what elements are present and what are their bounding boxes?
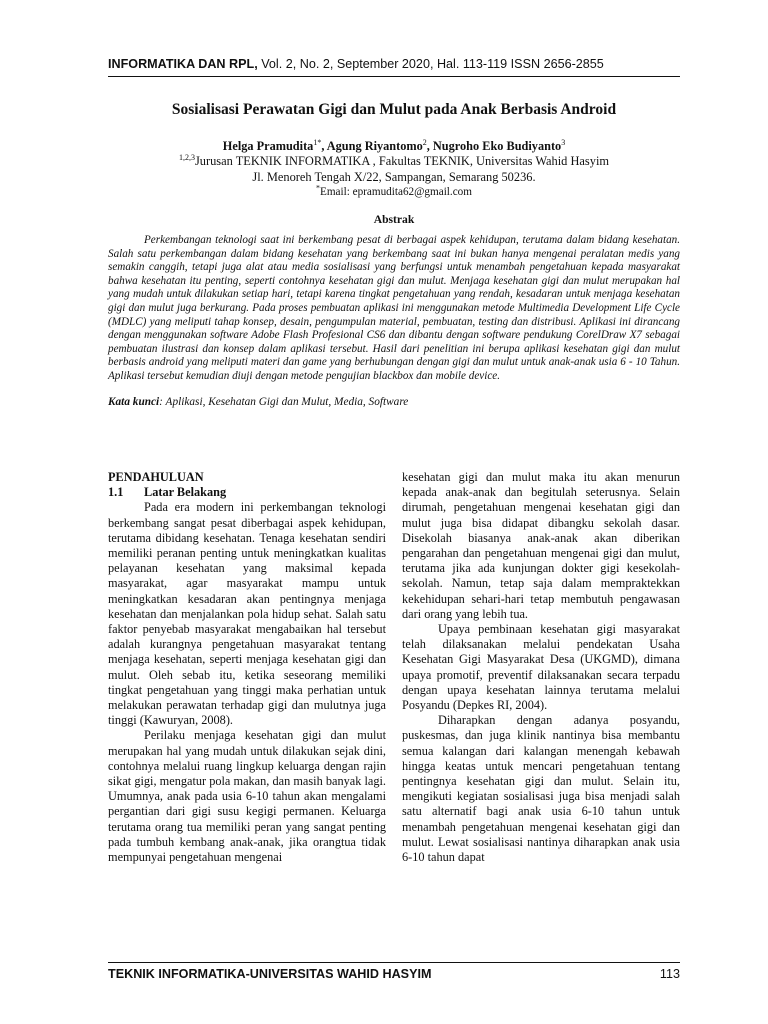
email-text: Email: epramudita62@gmail.com: [320, 186, 472, 198]
keywords-label: Kata kunci: [108, 395, 160, 408]
paragraph: Upaya pembinaan kesehatan gigi masyarakat telah dilaksanakan melalui pendekatan Usaha Kesehatan Gigi Masyarakat Desa (UKGMD), dimana upaya promotif, preventif dilaksanakan secara terpadu dengan upaya kesehatan lainnya terutama melalui Posyandu (Depkes RI, 2004).: [402, 622, 680, 713]
abstract-heading: Abstrak: [373, 213, 415, 226]
keywords-text: : Aplikasi, Kesehatan Gigi dan Mulut, Media, Software: [159, 395, 409, 408]
section-heading: PENDAHULUAN: [108, 470, 204, 484]
paragraph: Diharapkan dengan adanya posyandu, puskesmas, dan juga klinik nantinya bisa membantu semua kalangan dari kalangan menengah kebawah hingga keatas untuk mencari pengetahuan tentang pentingnya kesehatan gigi dan mulut. Selain itu, mengikuti kegiatan sosialisasi juga bisa menjadi salah satu alternatif bagi anak usia 6-10 tahun untuk menambah pengetahuan mengenai kesehatan gigi dan mulut. Lewat sosialisasi nantinya diharapkan anak usia 6-10 tahun dapat: [402, 713, 680, 865]
affiliation-text: Jurusan TEKNIK INFORMATIKA , Fakultas TEKNIK, Universitas Wahid Hasyim: [194, 154, 610, 168]
journal-name: INFORMATIKA DAN RPL,: [108, 57, 258, 71]
paragraph: kesehatan gigi dan mulut maka itu akan menurun kepada anak-anak dan begitulah seterusnya. Selain dirumah, pengetahuan mengenai kesehatan gigi dan mulut juga bisa didapat dibangku sekolah dasar. Disekolah biasanya anak-anak akan diberikan pengarahan dan pengetahuan mengenai gigi dan mulut, terutama jika ada kunjungan dokter gigi kesekolah-sekolah. Namun, tetap saja dalam mempraktekkan kekehidupan sehari-hari tetap membutuh pengawasan dari orang yang lebih tua.: [402, 470, 680, 621]
footer-rule: [108, 962, 680, 963]
paragraph: Pada era modern ini perkembangan teknologi berkembang sangat pesat diberbagai aspek kehidupan, terutama dibidang kesehatan. Tenaga kesehatan sendiri memiliki peranan penting untuk meningkatkan kualitas pelayanan kesehatan yang maksimal kepada masyarakat, agar masyarakat mampu untuk meningkatkan kesadaran akan pentingnya menjaga kesehatan dan menjalankan pola hidup sehat. Salah satu faktor penyebab masyarakat mengabaikan hal tersebut adalah kurangnya pengetahuan masyarakat tentang menjaga kesehatan, seperti menjaga kesehatan gigi dan mulut. Oleh sebab itu, ketika seseorang memiliki tingkat pengetahuan yang tinggi maka perhatian untuk melakukan perawatan terhadap gigi dan mulutnya juga tinggi (Kawuryan, 2008).: [108, 500, 386, 728]
author-2-mark: 2: [422, 137, 427, 147]
right-column: [402, 470, 680, 865]
address: Jl. Menoreh Tengah X/22, Sampangan, Semarang 50236.: [252, 169, 536, 184]
author-3: , Nugroho Eko Budiyanto: [426, 139, 562, 153]
running-header: [108, 56, 680, 72]
affiliation: [108, 154, 680, 170]
affiliation-mark: 1,2,3: [178, 152, 195, 162]
email-mark: *: [316, 183, 320, 193]
page-number: 113: [659, 967, 680, 981]
subsection-title: Latar Belakang: [144, 485, 227, 500]
abstract-text: Perkembangan teknologi saat ini berkembang pesat di berbagai aspek kehidupan, terutama dalam bidang kesehatan. Salah satu perkembangan dalam bidang kesehatan yang berkembang saat ini bukan hanya mengenai peralatan medis yang semakin canggih, tetapi juga alat atau media sosialisasi yang berfungsi untuk menambah pengetahuan kepada masyarakat bahwa kesehatan itu penting, seperti contohnya kesehatan gigi dan mulut. Menjaga kesehatan gigi dan mulut merupakan hal yang mudah untuk dilakukan setiap hari, tetapi karena tingkat pengetahuan yang rendah, kesadaran untuk menjaga kesehatan gigi dan mulut juga berkurang. Pada proses pembuatan aplikasi ini menggunakan metode Multimedia Development Life Cycle (MDLC) yang meliputi tahap konsep, desain, pengumpulan material, pembuatan, testing dan distribusi. Aplikasi ini dirancang dengan menggunakan software Adobe Flash Profesional CS6 dan dibantu dengan software pendukung CorelDraw X7 sebagai pembuatan ilustrasi dan konsep dalam aplikasi tersebut. Hasil dari penelitian ini berupa aplikasi kesehatan gigi dan mulut berbasis android yang meliputi materi dan game yang berhubungan dengan gigi dan mulut untuk anak-anak usia 6 - 10 Tahun. Aplikasi tersebut kemudian diuji dengan metode pengujian blackbox dan mobile device.: [108, 234, 680, 382]
subsection-heading: [108, 485, 386, 500]
author-2: , Agung Riyantomo: [321, 139, 423, 153]
journal-details: Vol. 2, No. 2, September 2020, Hal. 113-119 ISSN 2656-2855: [257, 57, 604, 71]
abstract: [108, 234, 680, 384]
paper-title: Sosialisasi Perawatan Gigi dan Mulut pada Anak Berbasis Android: [171, 101, 617, 118]
header-rule: [108, 76, 680, 77]
left-column: [108, 470, 386, 865]
email: [108, 185, 680, 199]
footer-row: [108, 967, 680, 981]
author-3-mark: 3: [561, 137, 566, 147]
footer-institution: TEKNIK INFORMATIKA-UNIVERSITAS WAHID HASYIM: [108, 967, 432, 981]
paragraph: Perilaku menjaga kesehatan gigi dan mulut merupakan hal yang mudah untuk dilakukan sejak dini, contohnya melalui ruang lingkup keluarga dengan rajin sikat gigi, mengatur pola makan, dan masih banyak lagi. Umumnya, anak pada usia 6-10 tahun akan mengalami pergantian dari gigi susu kegigi permanen. Keluarga terutama orang tua memiliki peran yang sangat penting pada tumbuh kembang anak-anak, jika orangtua tidak mempunyai pengetahuan mengenai: [108, 728, 386, 865]
subsection-number: 1.1: [108, 485, 124, 500]
author-1: Helga Pramudita: [222, 139, 314, 153]
paper-page: [108, 56, 680, 865]
author-list: [108, 139, 680, 154]
page-footer: [108, 962, 680, 981]
keywords: [108, 396, 680, 408]
author-1-mark: 1*: [313, 137, 322, 147]
